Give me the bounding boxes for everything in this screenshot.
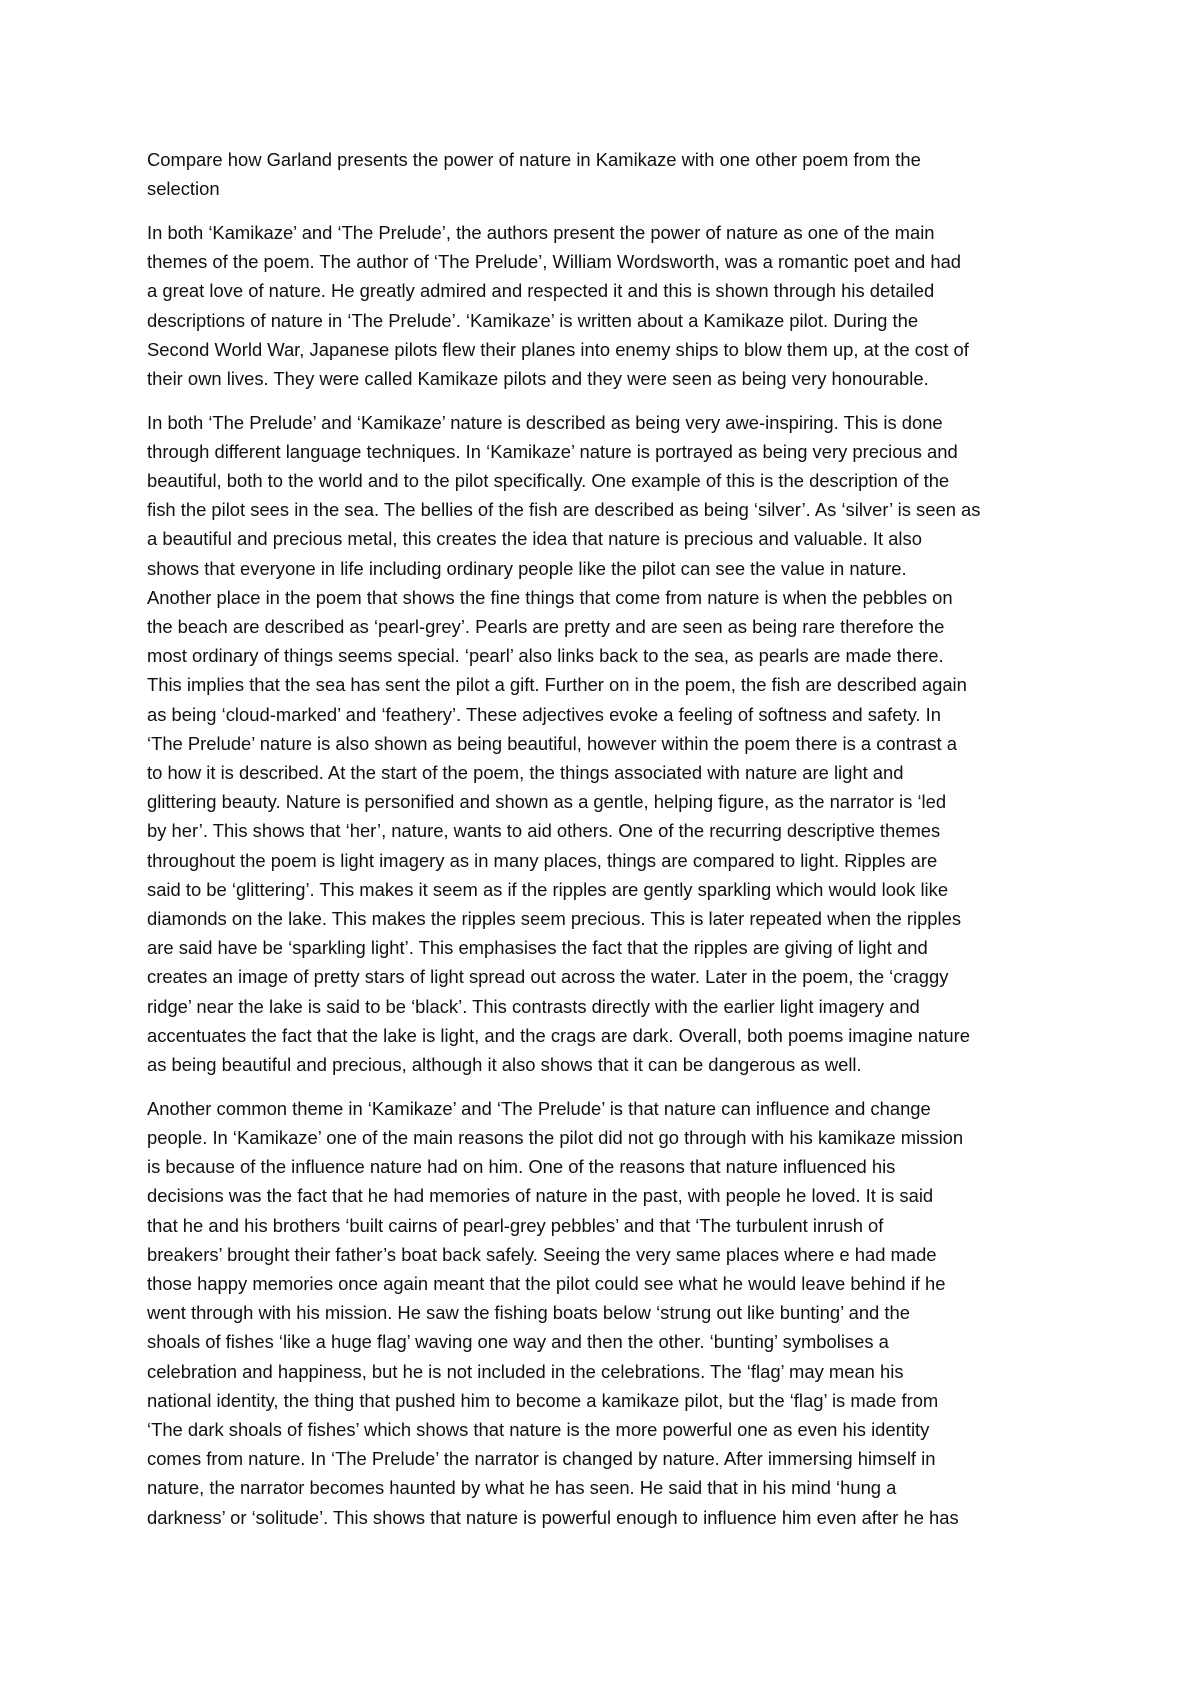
- text-line: that he and his brothers ‘built cairns of pearl-grey pebbles’ and that ‘The turbulent inrush of: [147, 1214, 884, 1236]
- text-line: shoals of fishes ‘like a huge flag’ waving one way and then the other. ‘bunting’ symbolises a: [147, 1331, 889, 1353]
- text-line: beautiful, both to the world and to the pilot specifically. One example of this is the description of the: [147, 470, 950, 492]
- text-line: descriptions of nature in ‘The Prelude’. ‘Kamikaze’ is written about a Kamikaze pilot. During the: [147, 309, 919, 331]
- text-line: breakers’ brought their father’s boat back safely. Seeing the very same places where e had made: [147, 1243, 937, 1265]
- text-line: through different language techniques. In ‘Kamikaze’ nature is portrayed as being very precious and: [147, 440, 958, 462]
- text-line: ‘The Prelude’ nature is also shown as being beautiful, however within the poem there is a contrast a: [147, 732, 957, 754]
- text-line: selection: [147, 178, 220, 200]
- text-line: as being ‘cloud-marked’ and ‘feathery’. These adjectives evoke a feeling of softness and safety. In: [147, 703, 941, 725]
- text-line: as being beautiful and precious, although it also shows that it can be dangerous as well.: [147, 1054, 862, 1076]
- text-line: accentuates the fact that the lake is light, and the crags are dark. Overall, both poems imagine nature: [147, 1024, 970, 1046]
- text-line: ridge’ near the lake is said to be ‘black’. This contrasts directly with the earlier light imagery and: [147, 995, 920, 1017]
- text-line: Compare how Garland presents the power of nature in Kamikaze with one other poem from the: [147, 149, 921, 170]
- text-line: most ordinary of things seems special. ‘pearl’ also links back to the sea, as pearls are made there.: [147, 645, 944, 667]
- text-line: a great love of nature. He greatly admired and respected it and this is shown through his detailed: [147, 280, 935, 302]
- text-line: decisions was the fact that he had memories of nature in the past, with people he loved. It is said: [147, 1185, 934, 1207]
- text-line: went through with his mission. He saw the fishing boats below ‘strung out like bunting’ and the: [147, 1302, 910, 1324]
- text-line: a beautiful and precious metal, this creates the idea that nature is precious and valuable. It also: [147, 528, 922, 550]
- text-line: In both ‘Kamikaze’ and ‘The Prelude’, the authors present the power of nature as one of the main: [147, 221, 935, 243]
- text-line: Another place in the poem that shows the fine things that come from nature is when the pebbles on: [147, 586, 953, 608]
- paragraph-nature-influence: [147, 1094, 1067, 1532]
- text-line: the beach are described as ‘pearl-grey’. Pearls are pretty and are seen as being rare therefore the: [147, 616, 945, 638]
- text-line: diamonds on the lake. This makes the ripples seem precious. This is later repeated when the ripples: [147, 908, 962, 930]
- paragraph-introduction: [147, 218, 1067, 393]
- text-line: creates an image of pretty stars of light spread out across the water. Later in the poem, the ‘craggy: [147, 966, 949, 988]
- paragraph-awe-inspiring-nature: [147, 408, 1067, 1080]
- text-line: comes from nature. In ‘The Prelude’ the narrator is changed by nature. After immersing himself in: [147, 1448, 936, 1470]
- text-line: said to be ‘glittering’. This makes it seem as if the ripples are gently sparkling which would look like: [147, 878, 949, 900]
- text-line: This implies that the sea has sent the pilot a gift. Further on in the poem, the fish are described again: [147, 674, 967, 696]
- text-line: glittering beauty. Nature is personified and shown as a gentle, helping figure, as the narrator is ‘led: [147, 791, 947, 813]
- text-line: Second World War, Japanese pilots flew their planes into enemy ships to blow them up, at the cost of: [147, 338, 969, 360]
- text-line: themes of the poem. The author of ‘The Prelude’, William Wordsworth, was a romantic poet and had: [147, 251, 962, 273]
- text-line: shows that everyone in life including ordinary people like the pilot can see the value in nature.: [147, 557, 907, 579]
- essay-body: [147, 145, 1067, 1546]
- text-line: to how it is described. At the start of the poem, the things associated with nature are light and: [147, 762, 904, 784]
- text-line: is because of the influence nature had on him. One of the reasons that nature influenced his: [147, 1156, 896, 1178]
- text-line: national identity, the thing that pushed him to become a kamikaze pilot, but the ‘flag’ is made from: [147, 1389, 939, 1411]
- text-line: by her’. This shows that ‘her’, nature, wants to aid others. One of the recurring descriptive themes: [147, 820, 941, 842]
- text-line: are said have be ‘sparkling light’. This emphasises the fact that the ripples are giving of light and: [147, 937, 928, 959]
- text-line: people. In ‘Kamikaze’ one of the main reasons the pilot did not go through with his kamikaze mission: [147, 1127, 964, 1148]
- text-line: those happy memories once again meant that the pilot could see what he would leave behind if he: [147, 1273, 946, 1295]
- text-line: In both ‘The Prelude’ and ‘Kamikaze’ nature is described as being very awe-inspiring. This is done: [147, 411, 943, 433]
- text-line: celebration and happiness, but he is not included in the celebrations. The ‘flag’ may mean his: [147, 1360, 904, 1382]
- text-line: throughout the poem is light imagery as in many places, things are compared to light. Ripples are: [147, 849, 938, 871]
- essay-title: [147, 145, 1067, 203]
- text-line: darkness’ or ‘solitude’. This shows that nature is powerful enough to influence him even after he has: [147, 1506, 959, 1528]
- text-line: nature, the narrator becomes haunted by what he has seen. He said that in his mind ‘hung a: [147, 1477, 897, 1499]
- text-line: Another common theme in ‘Kamikaze’ and ‘The Prelude’ is that nature can influence and change: [147, 1097, 931, 1119]
- text-line: ‘The dark shoals of fishes’ which shows that nature is the more powerful one as even his identity: [147, 1419, 930, 1441]
- text-line: their own lives. They were called Kamikaze pilots and they were seen as being very honourable.: [147, 367, 929, 389]
- text-line: fish the pilot sees in the sea. The bellies of the fish are described as being ‘silver’. As ‘silver’ is seen as: [147, 499, 981, 521]
